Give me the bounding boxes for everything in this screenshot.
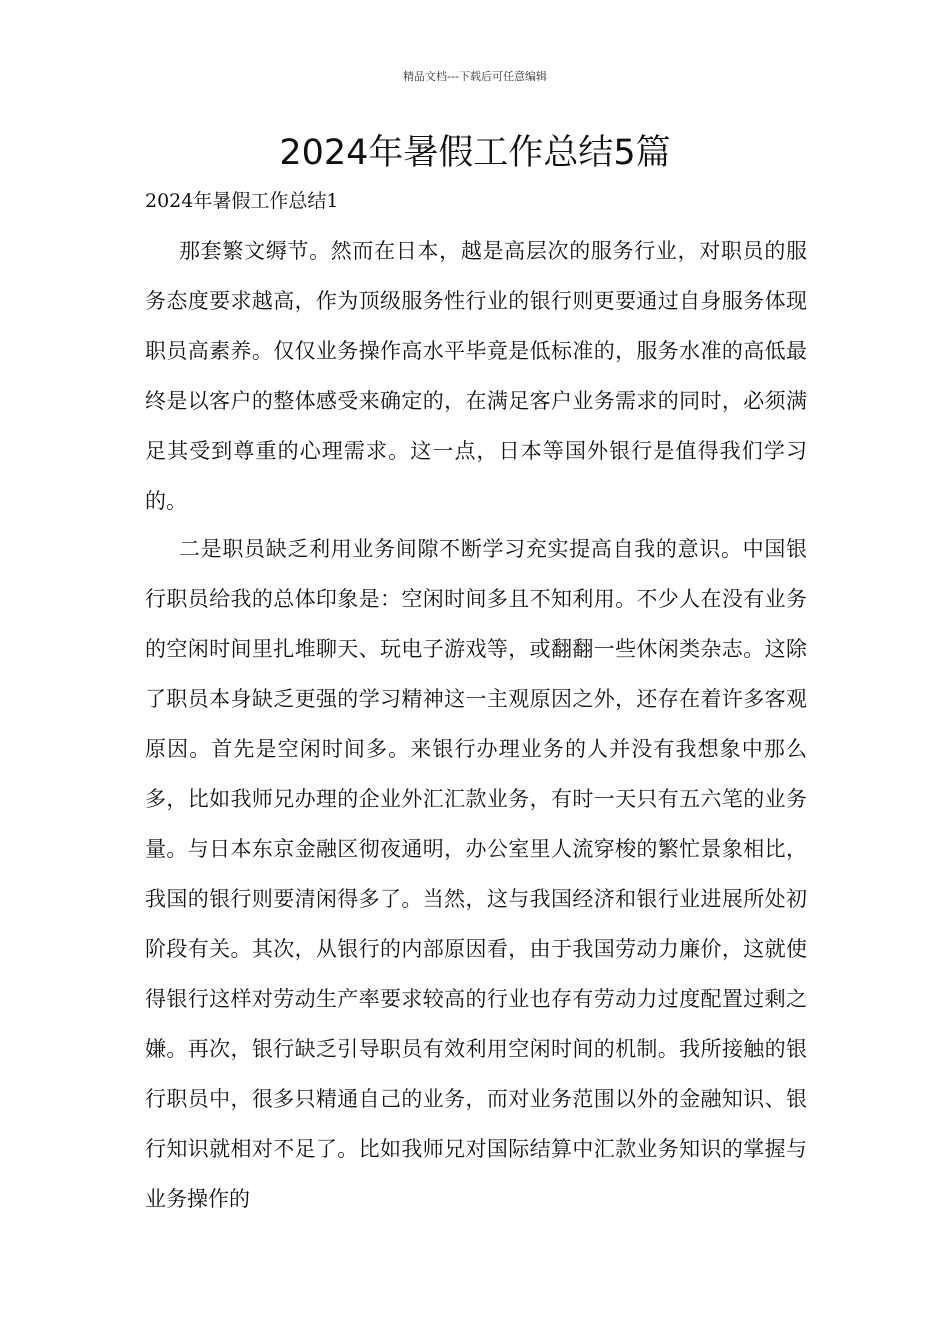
paragraph-1: 那套繁文缛节。然而在日本，越是高层次的服务行业，对职员的服务态度要求越高，作为顶级服务性行业的银行则更要通过自身服务体现职员高素养。仅仅业务操作高水平毕竟是低标准的，服务水准的高低最终是以客户的整体感受来确定的，在满足客户业务需求的同时，必须满足其受到尊重的心理需求。这一点，日本等国外银行是值得我们学习的。 [145, 239, 807, 513]
header-note: 精品文档---下载后可任意编辑 [403, 70, 547, 83]
document-title: 2024年暑假工作总结5篇 [279, 133, 671, 173]
paragraph-2: 二是职员缺乏利用业务间隙不断学习充实提高自我的意识。中国银行职员给我的总体印象是：空闲时间多且不知利用。不少人在没有业务的空闲时间里扎堆聊天、玩电子游戏等，或翻翻一些休闲类杂志。这除了职员本身缺乏更强的学习精神这一主观原因之外，还存在着许多客观原因。首先是空闲时间多。来银行办理业务的人并没有我想象中那么多，比如我师兄办理的企业外汇汇款业务，有时一天只有五六笔的业务量。与日本东京金融区彻夜通明，办公室里人流穿梭的繁忙景象相比，我国的银行则要清闲得多了。当然，这与我国经济和银行业进展所处初阶段有关。其次，从银行的内部原因看，由于我国劳动力廉价，这就使得银行这样对劳动生产率要求较高的行业也存有劳动力过度配置过剩之嫌。再次，银行缺乏引导职员有效利用空闲时间的机制。我所接触的银行职员中，很多只精通自己的业务，而对业务范围以外的金融知识、银行知识就相对不足了。比如我师兄对国际结算中汇款业务知识的掌握与业务操作的 [145, 537, 807, 1211]
section-heading: 2024年暑假工作总结1 [145, 190, 339, 212]
